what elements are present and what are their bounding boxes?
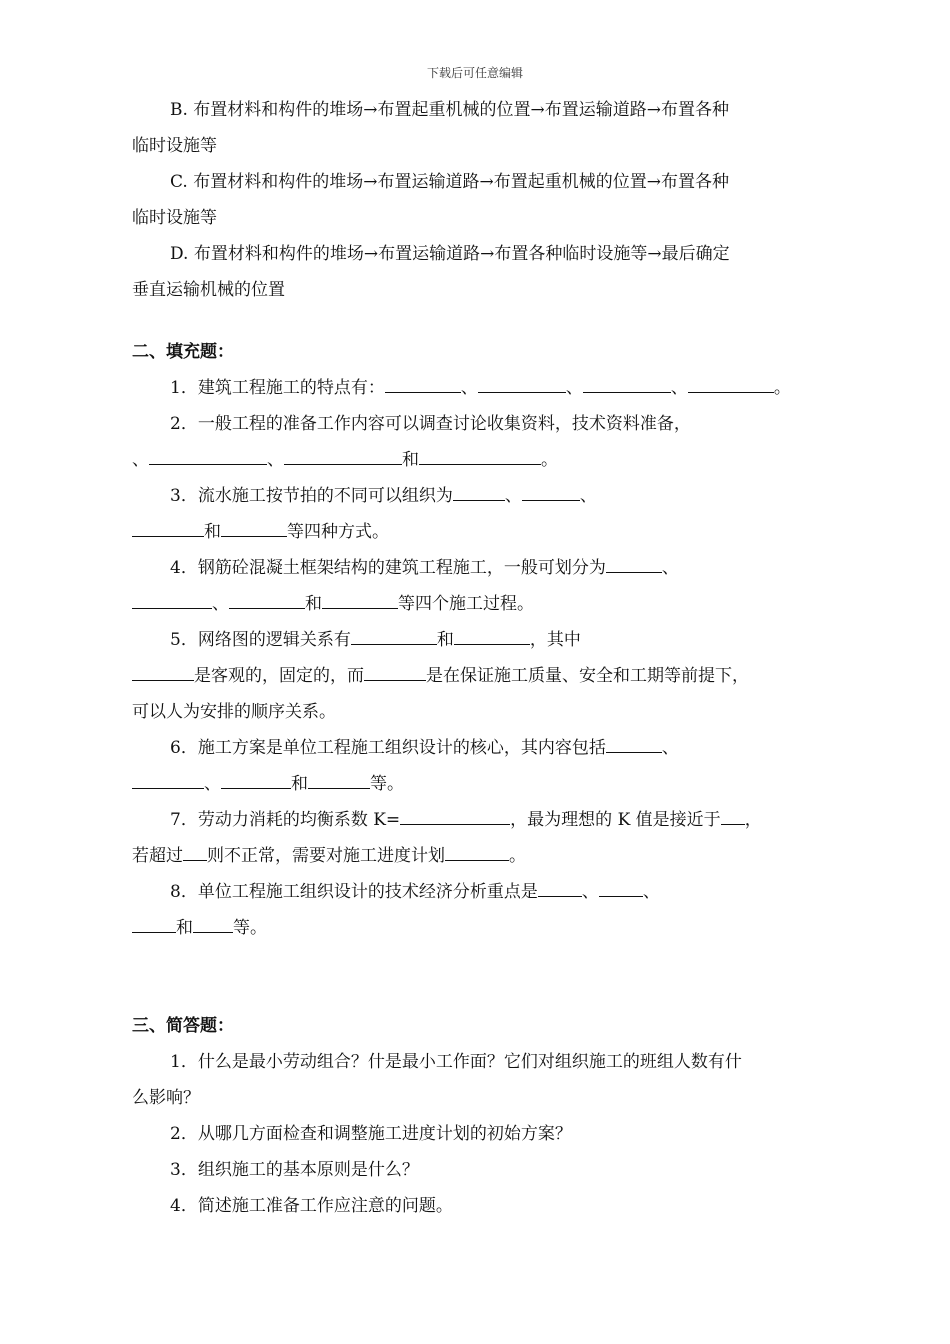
fill-question-2: 2．一般工程的准备工作内容可以调查讨论收集资料，技术资料准备， [170, 414, 691, 434]
answer-blank[interactable] [453, 480, 505, 501]
answer-blank[interactable] [132, 660, 194, 681]
fill-question-4-line2: 、 和 等四个施工过程。 [132, 586, 820, 622]
answer-blank[interactable] [149, 444, 267, 465]
short-question-1-line1: 1．什么是最小劳动组合？什是最小工作面？它们对组织施工的班组人数有什 [170, 1052, 742, 1072]
fill-question-3-line2: 和 等四种方式。 [132, 514, 820, 550]
option-d-line2: 垂直运输机械的位置 [132, 280, 285, 300]
answer-blank[interactable] [688, 372, 774, 393]
answer-blank[interactable] [221, 516, 287, 537]
answer-blank[interactable] [132, 912, 176, 933]
answer-blank[interactable] [454, 624, 530, 645]
answer-blank[interactable] [183, 840, 207, 861]
fill-question-8-line2: 和 等。 [132, 910, 820, 946]
fill-question-7: 7．劳动力消耗的均衡系数 K= ，最为理想的 K 值是接近于 ， [132, 802, 820, 838]
answer-blank[interactable] [606, 552, 662, 573]
answer-blank[interactable] [522, 480, 580, 501]
document-body [132, 92, 820, 1224]
answer-blank[interactable] [132, 516, 204, 537]
fill-question-5-line2: 是客观的，固定的，而 是在保证施工质量、安全和工期等前提下， [132, 658, 820, 694]
option-b-line2: 临时设施等 [132, 136, 217, 156]
answer-blank[interactable] [721, 804, 745, 825]
answer-blank[interactable] [478, 372, 566, 393]
answer-blank[interactable] [322, 588, 398, 609]
answer-blank[interactable] [599, 876, 643, 897]
answer-blank[interactable] [308, 768, 370, 789]
section-3-title: 三、简答题： [132, 1016, 234, 1036]
short-question-4: 4．简述施工准备工作应注意的问题。 [170, 1196, 453, 1216]
option-b-line1: B. 布置材料和构件的堆场→布置起重机械的位置→布置运输道路→布置各种 [170, 100, 730, 120]
option-c-line2: 临时设施等 [132, 208, 217, 228]
answer-blank[interactable] [351, 624, 437, 645]
page-header: 下载后可任意编辑 [426, 66, 523, 80]
answer-blank[interactable] [221, 768, 291, 789]
answer-blank[interactable] [284, 444, 402, 465]
short-question-3: 3．组织施工的基本原则是什么？ [170, 1160, 419, 1180]
answer-blank[interactable] [445, 840, 509, 861]
short-question-1-line2: 么影响？ [132, 1088, 200, 1108]
answer-blank[interactable] [419, 444, 541, 465]
answer-blank[interactable] [132, 588, 212, 609]
fill-question-6: 6．施工方案是单位工程施工组织设计的核心，其内容包括 、 [132, 730, 820, 766]
fill-question-8: 8．单位工程施工组织设计的技术经济分析重点是 、 、 [132, 874, 820, 910]
fill-question-5-line3: 可以人为安排的顺序关系。 [132, 702, 336, 722]
option-d-line1: D. 布置材料和构件的堆场→布置运输道路→布置各种临时设施等→最后确定 [170, 244, 730, 264]
section-2-title: 二、填充题： [132, 342, 234, 362]
answer-blank[interactable] [132, 768, 204, 789]
fill-question-7-line2: 若超过 则不正常，需要对施工进度计划 。 [132, 838, 820, 874]
fill-question-3: 3．流水施工按节拍的不同可以组织为 、 、 [132, 478, 820, 514]
answer-blank[interactable] [385, 372, 461, 393]
fill-question-4: 4．钢筋砼混凝土框架结构的建筑工程施工，一般可划分为 、 [132, 550, 820, 586]
short-question-2: 2．从哪几方面检查和调整施工进度计划的初始方案？ [170, 1124, 572, 1144]
fill-question-5: 5．网络图的逻辑关系有 和 ，其中 [132, 622, 820, 658]
answer-blank[interactable] [606, 732, 662, 753]
fill-question-1: 1．建筑工程施工的特点有： 、 、 、 。 [132, 370, 820, 406]
fill-question-6-line2: 、 和 等。 [132, 766, 820, 802]
option-c-line1: C. 布置材料和构件的堆场→布置运输道路→布置起重机械的位置→布置各种 [170, 172, 729, 192]
answer-blank[interactable] [364, 660, 426, 681]
answer-blank[interactable] [583, 372, 671, 393]
fill-question-2-line2: 、 、 和 。 [132, 442, 820, 478]
answer-blank[interactable] [400, 804, 510, 825]
answer-blank[interactable] [538, 876, 582, 897]
answer-blank[interactable] [193, 912, 233, 933]
answer-blank[interactable] [229, 588, 305, 609]
